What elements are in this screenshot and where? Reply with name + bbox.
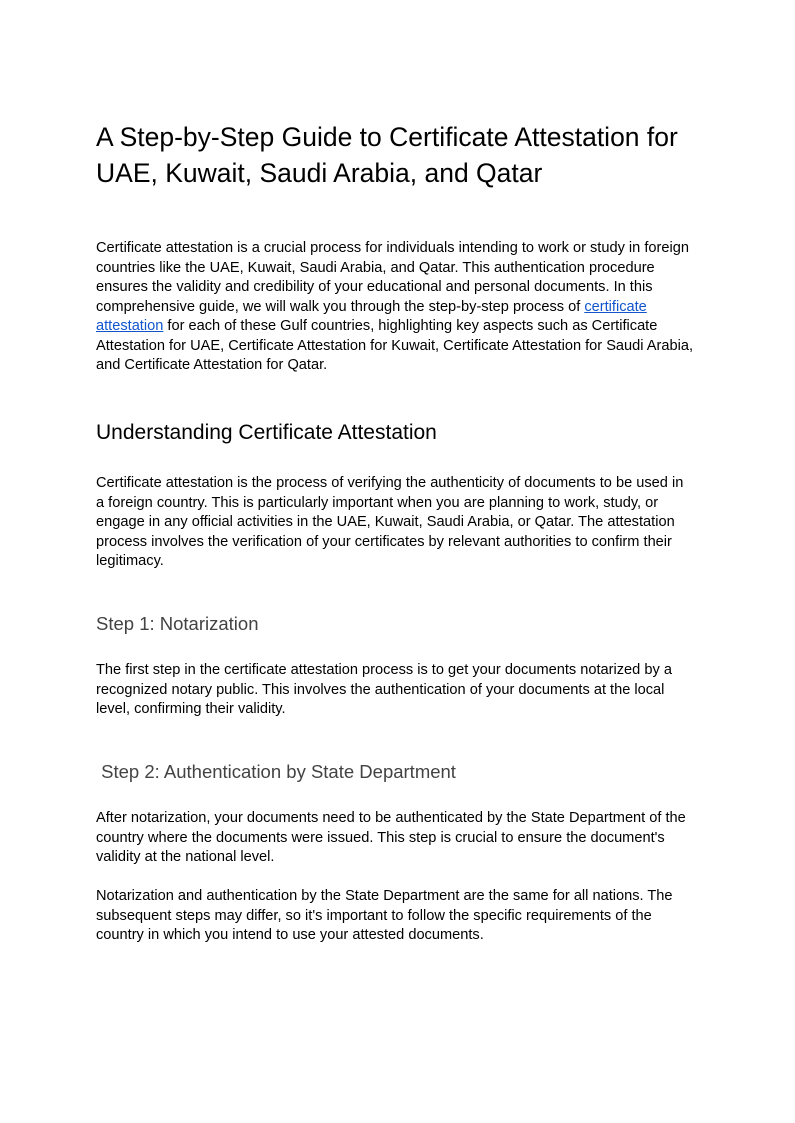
step1-heading: Step 1: Notarization (96, 613, 259, 634)
step2-heading: Step 2: Authentication by State Department (96, 761, 456, 782)
understanding-heading: Understanding Certificate Attestation (96, 421, 437, 444)
intro-paragraph (96, 239, 694, 376)
intro-text-after-link: for each of these Gulf countries, highlighting key aspects such as Certificate Attestation for UAE, Certificate Attestation for Kuwait, Certificate Attestation for Saudi Arabia, and Certificate Attestation for Qatar. (96, 318, 694, 373)
document-title: A Step-by-Step Guide to Certificate Attestation for UAE, Kuwait, Saudi Arabia, and Qatar (96, 122, 678, 188)
certificate-attestation-link[interactable]: certificate attestation (96, 298, 647, 334)
step1-paragraph: The first step in the certificate attestation process is to get your documents notarized by a recognized notary public. This involves the authentication of your documents at the local level, confirming their validity. (96, 662, 672, 717)
step2-paragraph-2: Notarization and authentication by the State Department are the same for all nations. The subsequent steps may differ, so it's important to follow the specific requirements of the country in which you intend to use your attested documents. (96, 888, 673, 943)
step2-paragraph-1: After notarization, your documents need to be authenticated by the State Department of the country where the documents were issued. This step is crucial to ensure the document's validity at the national level. (96, 810, 686, 865)
intro-text-before-link: Certificate attestation is a crucial process for individuals intending to work or study in foreign countries like the UAE, Kuwait, Saudi Arabia, and Qatar. This authentication procedure ensures the validity and credibility of your educational and personal documents. In this comprehensive guide, we will walk you through the step-by-step process of (96, 240, 689, 315)
understanding-paragraph: Certificate attestation is the process of verifying the authenticity of documents to be used in a foreign country. This is particularly important when you are planning to work, study, or engage in any official activities in the UAE, Kuwait, Saudi Arabia, or Qatar. The attestation process involves the verification of your certificates by relevant authorities to confirm their legitimacy. (96, 475, 684, 569)
